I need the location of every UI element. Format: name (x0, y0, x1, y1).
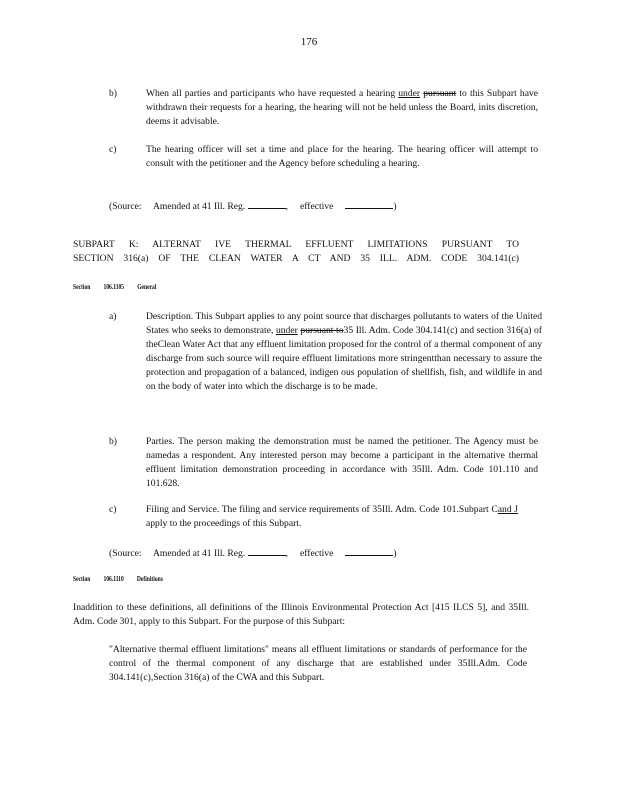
deleted-text: pursuant (423, 88, 457, 99)
item-b-label: b) (109, 88, 117, 99)
item-c-hearing-officer-paragraph: The hearing officer will set a time and place for the hearing. The hearing officer will attempt to consult with the petitioner and the Agency before scheduling a hearing. (146, 144, 538, 169)
blank-line (345, 199, 393, 209)
inserted-text: and J (497, 504, 518, 515)
source-note: (Source: Amended at 41 Ill. Reg. , effective ) (109, 548, 397, 559)
source-note: (Source: Amended at 41 Ill. Reg. , effective ) (109, 201, 397, 212)
definitions-intro-paragraph: Inaddition to these definitions, all definitions of the Illinois Environmental Protection Act [415 ILCS 5], and 35Ill. Adm. Code 301, apply to this Subpart. For the purpose of this Subpart: (73, 602, 529, 627)
blank-line (248, 546, 286, 556)
item-c-label: c) (109, 144, 117, 155)
item-b-hearing-paragraph: When all parties and participants who have requested a hearing under pursuant to this Subpart have withdrawn their requests for a hearing, the hearing will not be held unless the Board, inits discretion, deems it advisable. (146, 88, 539, 127)
subpart-heading-line1: SUBPART K: ALTERNAT IVE THERMAL EFFLUENT LIMITATIONS PURSUANT TO (73, 239, 519, 250)
item-b-label: b) (109, 436, 117, 447)
item-c-label: c) (109, 504, 117, 515)
inserted-text: under (275, 325, 298, 336)
blank-line (345, 546, 393, 556)
item-a-label: a) (109, 311, 117, 322)
definition-alternative-thermal-effluent-limitations: "Alternative thermal effluent limitations" means all effluent limitations or standards of performance for the control of the thermal component of any discharge that are established under 35Ill.Adm. Code 304.141(c),Section 316(a) of the CWA and this Subpart. (109, 644, 527, 683)
deleted-text: pursuant to (300, 325, 344, 336)
blank-line (248, 199, 286, 209)
item-c-filing-paragraph: Filing and Service. The filing and service requirements of 35Ill. Adm. Code 101.Subpart Cand J apply to the proceedings of this Subpart. (146, 504, 518, 529)
page-number: 176 (300, 36, 318, 48)
inserted-text: under (398, 88, 421, 99)
section-heading-1110: Section 106.1110 Definitions (73, 576, 163, 583)
section-heading-1105: Section 106.1105 General (73, 284, 157, 291)
subpart-heading-line2: SECTION 316(a) OF THE CLEAN WATER A CT AND 35 ILL. ADM. CODE 304.141(c) (73, 253, 519, 264)
item-b-parties-paragraph: Parties. The person making the demonstration must be named the petitioner. The Agency must be namedas a respondent. Any interested person may become a participant in the alternative thermal effluent limitation demonstration proceeding in accordance with 35Ill. Adm. Code 101.110 and 101.628. (146, 436, 538, 489)
item-a-description-paragraph: Description. This Subpart applies to any point source that discharges pollutants to waters of the United States who seeks to demonstrate, under pursuant to35 Ill. Adm. Code 304.141(c) and section 316(a) of theClean Water Act that any effluent limitation proposed for the control of a thermal component of any discharge from such source will require effluent limitations more stringentthan necessary to assure the protection and propagation of a balanced, indigen ous population of shellfish, fish, and wildlife in and on the body of water into which the discharge is to be made. (146, 311, 542, 392)
